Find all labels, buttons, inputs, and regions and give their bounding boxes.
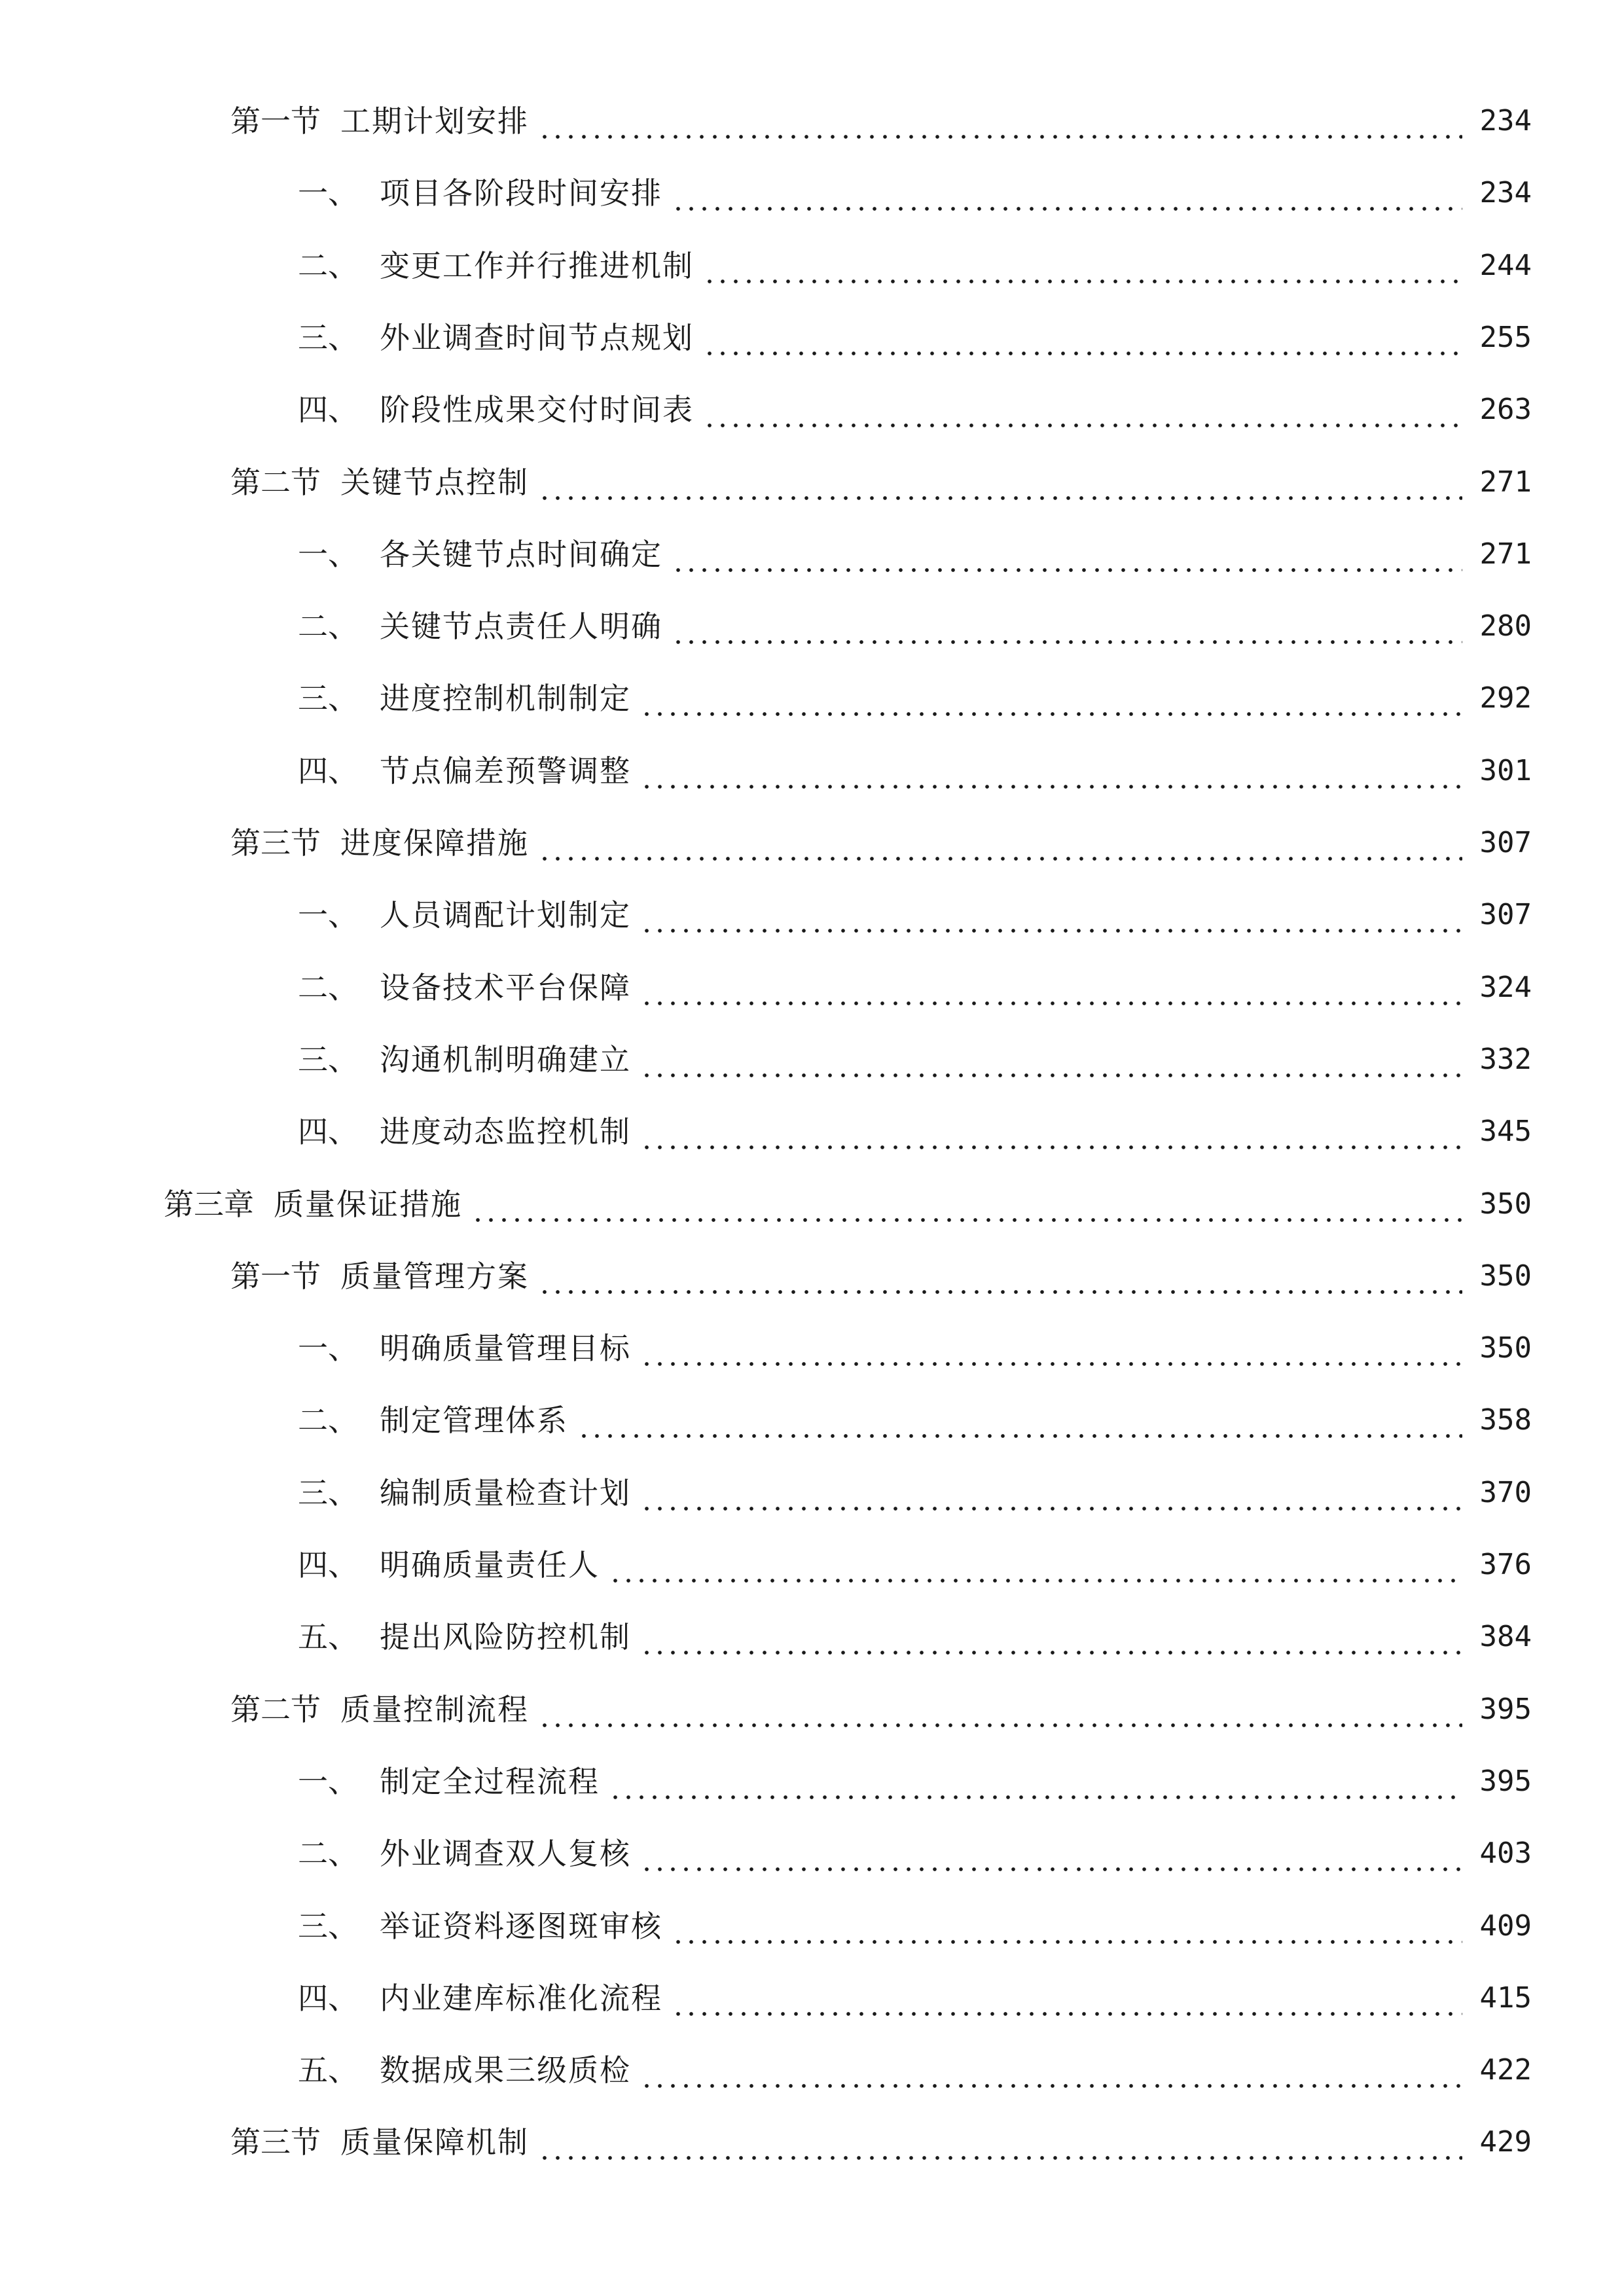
dot-leader — [577, 1401, 1462, 1440]
toc-entry-number: 第三节 — [230, 825, 321, 861]
toc-entry-number: 四、 — [298, 392, 358, 428]
toc-entry-item[interactable] — [0, 882, 1624, 935]
toc-entry-item[interactable] — [0, 594, 1624, 646]
dot-leader — [538, 823, 1462, 863]
dot-leader — [703, 318, 1462, 357]
toc-entry-item[interactable] — [0, 1460, 1624, 1513]
toc-entry-chapter[interactable] — [0, 1172, 1624, 1224]
toc-entry-number: 第三节 — [230, 2125, 321, 2161]
dot-leader — [703, 246, 1462, 285]
toc-entry-title: 明确质量责任人 — [380, 1547, 600, 1583]
dot-leader — [640, 1040, 1462, 1079]
toc-entry-item[interactable] — [0, 955, 1624, 1007]
toc-entry-number: 五、 — [298, 1619, 358, 1655]
toc-entry-page-number: 301 — [1479, 753, 1532, 787]
toc-entry-number: 一、 — [298, 1331, 358, 1367]
toc-entry-page-number: 271 — [1479, 537, 1532, 571]
toc-entry-title: 明确质量管理目标 — [380, 1331, 631, 1367]
toc-entry-title: 制定全过程流程 — [380, 1763, 600, 1799]
toc-entry-title: 进度保障措施 — [340, 825, 529, 861]
toc-entry-page-number: 234 — [1479, 104, 1532, 137]
toc-entry-item[interactable] — [0, 666, 1624, 718]
dot-leader — [640, 751, 1462, 791]
toc-entry-number: 第一节 — [230, 103, 321, 139]
toc-entry-title: 关键节点责任人明确 — [380, 609, 662, 645]
toc-entry-number: 三、 — [298, 1041, 358, 1077]
toc-entry-page-number: 271 — [1479, 465, 1532, 499]
toc-entry-number: 第二节 — [230, 464, 321, 500]
toc-entry-title: 进度动态监控机制 — [380, 1114, 631, 1150]
toc-entry-title: 质量控制流程 — [340, 1691, 529, 1727]
toc-entry-item[interactable] — [0, 160, 1624, 213]
toc-entry-page-number: 280 — [1479, 609, 1532, 643]
toc-entry-page-number: 403 — [1479, 1837, 1532, 1871]
toc-entry-number: 四、 — [298, 1980, 358, 2016]
dot-leader — [538, 1257, 1462, 1296]
toc-entry-title: 阶段性成果交付时间表 — [380, 392, 694, 428]
toc-entry-number: 二、 — [298, 969, 358, 1005]
dot-leader — [640, 1834, 1462, 1873]
dot-leader — [538, 101, 1462, 141]
toc-entry-page-number: 422 — [1479, 2053, 1532, 2087]
toc-entry-page-number: 350 — [1479, 1187, 1532, 1221]
dot-leader — [672, 607, 1462, 646]
dot-leader — [672, 1907, 1462, 1946]
toc-entry-item[interactable] — [0, 1316, 1624, 1368]
toc-entry-page-number: 395 — [1479, 1764, 1532, 1798]
dot-leader — [471, 1185, 1462, 1224]
toc-entry-number: 二、 — [298, 1403, 358, 1439]
toc-entry-page-number: 345 — [1479, 1115, 1532, 1149]
toc-entry-item[interactable] — [0, 233, 1624, 285]
toc-entry-number: 一、 — [298, 175, 358, 211]
toc-entry-title: 数据成果三级质检 — [380, 2053, 631, 2089]
toc-entry-section[interactable] — [0, 1244, 1624, 1296]
toc-entry-page-number: 244 — [1479, 248, 1532, 282]
dot-leader — [703, 390, 1462, 429]
toc-entry-item[interactable] — [0, 1388, 1624, 1440]
toc-entry-title: 人员调配计划制定 — [380, 897, 631, 933]
toc-entry-title: 外业调查时间节点规划 — [380, 319, 694, 355]
toc-entry-number: 三、 — [298, 319, 358, 355]
toc-entry-title: 内业建库标准化流程 — [380, 1980, 662, 2016]
toc-entry-item[interactable] — [0, 1604, 1624, 1657]
toc-entry-item[interactable] — [0, 1821, 1624, 1873]
toc-entry-title: 提出风险防控机制 — [380, 1619, 631, 1655]
toc-entry-page-number: 332 — [1479, 1042, 1532, 1076]
toc-entry-number: 第三章 — [164, 1186, 254, 1222]
toc-entry-page-number: 395 — [1479, 1692, 1532, 1726]
dot-leader — [640, 2051, 1462, 2090]
toc-entry-title: 关键节点控制 — [340, 464, 529, 500]
dot-leader — [640, 895, 1462, 935]
toc-entry-title: 工期计划安排 — [340, 103, 529, 139]
toc-entry-number: 四、 — [298, 753, 358, 789]
toc-entry-page-number: 292 — [1479, 681, 1532, 715]
toc-entry-item[interactable] — [0, 305, 1624, 357]
toc-entry-item[interactable] — [0, 1532, 1624, 1585]
toc-entry-title: 质量保证措施 — [274, 1186, 462, 1222]
dot-leader — [538, 1690, 1462, 1729]
toc-entry-title: 各关键节点时间确定 — [380, 536, 662, 572]
dot-leader — [640, 679, 1462, 718]
toc-entry-page-number: 409 — [1479, 1909, 1532, 1943]
toc-entry-number: 第一节 — [230, 1258, 321, 1294]
toc-entry-item[interactable] — [0, 522, 1624, 574]
toc-entry-title: 编制质量检查计划 — [380, 1475, 631, 1511]
dot-leader — [538, 463, 1462, 502]
toc-entry-title: 沟通机制明确建立 — [380, 1041, 631, 1077]
toc-entry-title: 质量管理方案 — [340, 1258, 529, 1294]
toc-entry-title: 节点偏差预警调整 — [380, 753, 631, 789]
toc-entry-number: 三、 — [298, 1908, 358, 1944]
dot-leader — [672, 535, 1462, 574]
toc-entry-title: 举证资料逐图斑审核 — [380, 1908, 662, 1944]
toc-entry-number: 五、 — [298, 2053, 358, 2089]
toc-entry-page-number: 384 — [1479, 1620, 1532, 1654]
toc-entry-page-number: 350 — [1479, 1331, 1532, 1365]
toc-entry-number: 一、 — [298, 536, 358, 572]
toc-entry-title: 制定管理体系 — [380, 1403, 568, 1439]
dot-leader — [640, 1473, 1462, 1513]
toc-entry-item[interactable] — [0, 1027, 1624, 1079]
toc-entry-section[interactable] — [0, 2109, 1624, 2162]
dot-leader — [609, 1545, 1462, 1585]
toc-entry-number: 三、 — [298, 1475, 358, 1511]
toc-entry-item[interactable] — [0, 1099, 1624, 1151]
toc-entry-item[interactable] — [0, 2037, 1624, 2090]
toc-entry-page-number: 234 — [1479, 176, 1532, 210]
toc-entry-section[interactable] — [0, 1677, 1624, 1729]
toc-entry-number: 二、 — [298, 1836, 358, 1872]
toc-entry-page-number: 370 — [1479, 1475, 1532, 1509]
toc-entry-number: 二、 — [298, 247, 358, 283]
toc-entry-page-number: 358 — [1479, 1403, 1532, 1437]
toc-entry-number: 一、 — [298, 1763, 358, 1799]
dot-leader — [640, 1617, 1462, 1657]
toc-entry-title: 进度控制机制制定 — [380, 681, 631, 717]
toc-entry-item[interactable] — [0, 1749, 1624, 1801]
toc-entry-title: 外业调查双人复核 — [380, 1836, 631, 1872]
toc-entry-section[interactable] — [0, 810, 1624, 863]
toc-entry-page-number: 255 — [1479, 320, 1532, 354]
dot-leader — [640, 1329, 1462, 1368]
dot-leader — [538, 2123, 1462, 2162]
toc-entry-number: 第二节 — [230, 1691, 321, 1727]
toc-entry-number: 四、 — [298, 1547, 358, 1583]
toc-entry-section[interactable] — [0, 450, 1624, 502]
toc-entry-page-number: 415 — [1479, 1981, 1532, 2015]
toc-entry-page-number: 324 — [1479, 970, 1532, 1004]
toc-entry-page-number: 307 — [1479, 898, 1532, 932]
toc-entry-title: 项目各阶段时间安排 — [380, 175, 662, 211]
toc-entry-section[interactable] — [0, 88, 1624, 141]
toc-entry-number: 三、 — [298, 681, 358, 717]
toc-entry-item[interactable] — [0, 1965, 1624, 2018]
dot-leader — [640, 1112, 1462, 1151]
dot-leader — [672, 173, 1462, 213]
toc-entry-page-number: 263 — [1479, 393, 1532, 427]
toc-entry-page-number: 307 — [1479, 826, 1532, 859]
toc-entry-item[interactable] — [0, 1893, 1624, 1946]
toc-entry-number: 二、 — [298, 609, 358, 645]
toc-entry-title: 质量保障机制 — [340, 2125, 529, 2161]
dot-leader — [609, 1762, 1462, 1801]
dot-leader — [640, 968, 1462, 1007]
toc-entry-title: 设备技术平台保障 — [380, 969, 631, 1005]
toc-entry-title: 变更工作并行推进机制 — [380, 247, 694, 283]
toc-entry-page-number: 376 — [1479, 1548, 1532, 1581]
toc-entry-item[interactable] — [0, 738, 1624, 791]
toc-entry-item[interactable] — [0, 377, 1624, 429]
toc-entry-page-number: 350 — [1479, 1259, 1532, 1293]
toc-entry-number: 四、 — [298, 1114, 358, 1150]
toc-entry-number: 一、 — [298, 897, 358, 933]
dot-leader — [672, 1979, 1462, 2018]
toc-entry-page-number: 429 — [1479, 2125, 1532, 2159]
